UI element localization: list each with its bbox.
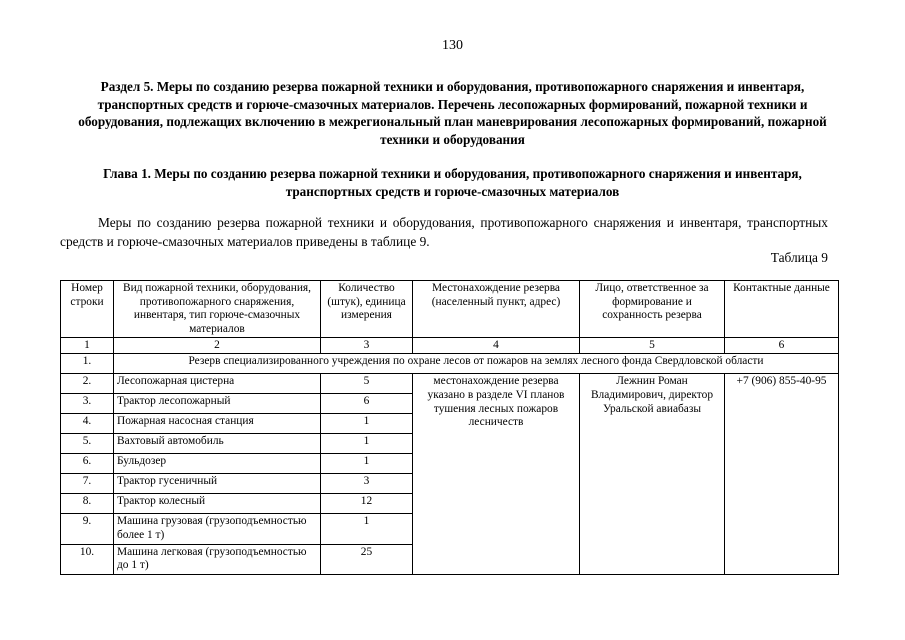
quantity: 1 [321, 454, 413, 474]
row-number: 7. [61, 474, 114, 494]
quantity: 3 [321, 474, 413, 494]
reserve-table [60, 280, 839, 575]
equipment-name: Машина грузовая (грузоподъемностью более 1 т) [114, 514, 321, 544]
column-number: 3 [321, 338, 413, 354]
row-number: 8. [61, 494, 114, 514]
equipment-name: Бульдозер [114, 454, 321, 474]
section-row [61, 354, 839, 374]
row-number: 6. [61, 454, 114, 474]
quantity: 12 [321, 494, 413, 514]
column-number: 2 [114, 338, 321, 354]
equipment-name: Трактор гусеничный [114, 474, 321, 494]
quantity: 1 [321, 514, 413, 544]
row-number: 4. [61, 414, 114, 434]
header-location: Местонахождение резерва (населенный пункт, адрес) [413, 281, 580, 338]
location-cell: местонахождение резерва указано в разделе VI планов тушения лесных пожаров лесничеств [413, 374, 580, 574]
contact-cell: +7 (906) 855-40-95 [725, 374, 839, 574]
header-contact: Контактные данные [725, 281, 839, 338]
chapter-heading: Глава 1. Меры по созданию резерва пожарной техники и оборудования, противопожарного снаряжения и инвентаря, транспортных средств и горюче-смазочных материалов [103, 166, 802, 199]
equipment-name: Пожарная насосная станция [114, 414, 321, 434]
equipment-name: Лесопожарная цистерна [114, 374, 321, 394]
header-row-number: Номер строки [61, 281, 114, 338]
header-responsible: Лицо, ответственное за формирование и сохранность резерва [580, 281, 725, 338]
row-number: 2. [61, 374, 114, 394]
page-number: 130 [442, 38, 463, 53]
table-row [61, 374, 839, 394]
header-equipment-type: Вид пожарной техники, оборудования, противопожарного снаряжения, инвентаря, тип горюче-смазочных материалов [114, 281, 321, 338]
quantity: 1 [321, 434, 413, 454]
quantity: 5 [321, 374, 413, 394]
section-heading: Раздел 5. Меры по созданию резерва пожарной техники и оборудования, противопожарного снаряжения и инвентаря, транспортных средств и горюче-смазочных материалов. Перечень лесопожарных формирований, пожарной техники и оборудования, подлежащих включению в межрегиональный план маневрирования лесопожарных формирований, пожарной техники и оборудования [78, 79, 827, 147]
quantity: 1 [321, 414, 413, 434]
table-caption: Таблица 9 [770, 250, 828, 265]
equipment-name: Машина легковая (грузоподъемностью до 1 т) [114, 544, 321, 574]
table-header-row [61, 281, 839, 338]
intro-paragraph: Меры по созданию резерва пожарной техники и оборудования, противопожарного снаряжения и инвентаря, транспортных средств и горюче-смазочных материалов приведены в таблице 9. [60, 215, 828, 249]
row-number: 5. [61, 434, 114, 454]
responsible-cell: Лежнин Роман Владимирович, директор Уральской авиабазы [580, 374, 725, 574]
column-number-row [61, 338, 839, 354]
column-number: 4 [413, 338, 580, 354]
equipment-name: Трактор колесный [114, 494, 321, 514]
column-number: 1 [61, 338, 114, 354]
header-quantity: Количество (штук), единица измерения [321, 281, 413, 338]
section-row-title: Резерв специализированного учреждения по охране лесов от пожаров на землях лесного фонда Свердловской области [114, 354, 839, 374]
column-number: 5 [580, 338, 725, 354]
equipment-name: Вахтовый автомобиль [114, 434, 321, 454]
row-number: 9. [61, 514, 114, 544]
equipment-name: Трактор лесопожарный [114, 394, 321, 414]
quantity: 6 [321, 394, 413, 414]
row-number: 3. [61, 394, 114, 414]
row-number: 10. [61, 544, 114, 574]
column-number: 6 [725, 338, 839, 354]
quantity: 25 [321, 544, 413, 574]
section-row-number: 1. [61, 354, 114, 374]
